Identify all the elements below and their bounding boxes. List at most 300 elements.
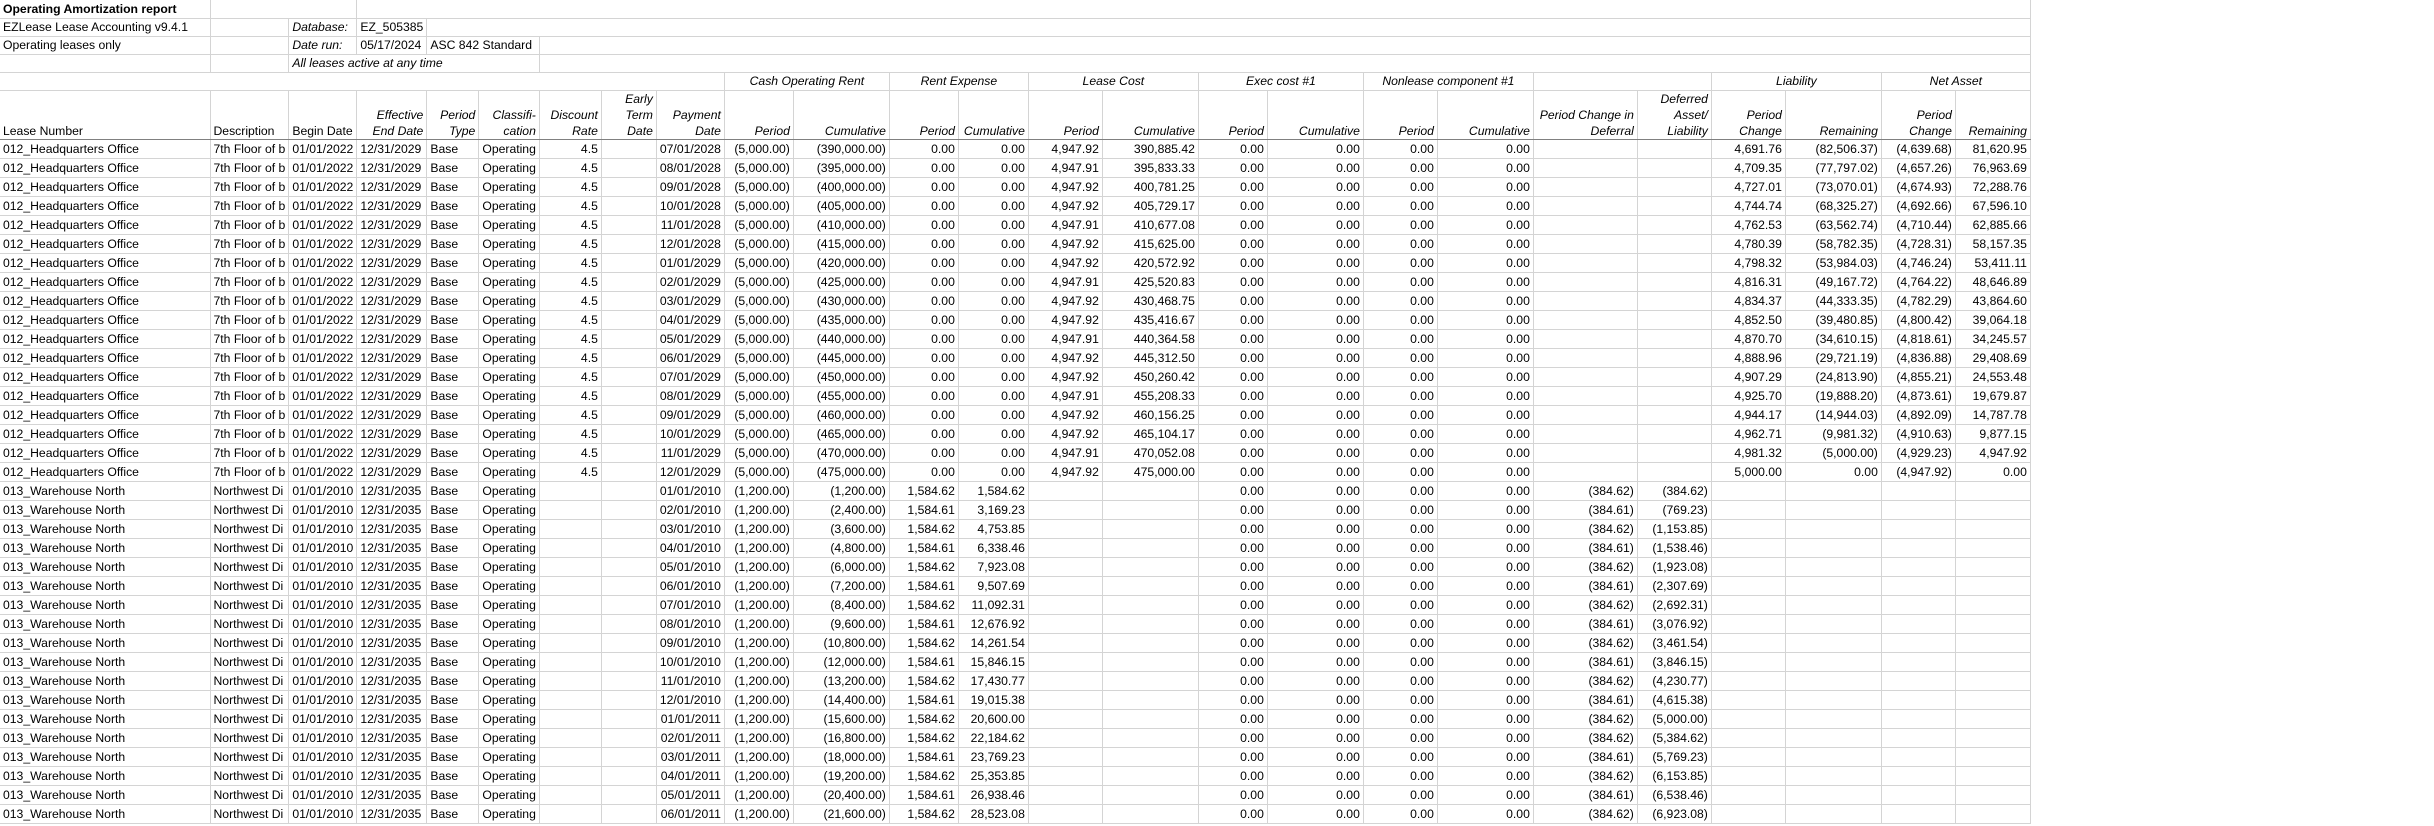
table-cell[interactable]: Base <box>427 747 479 766</box>
table-cell[interactable]: (4,818.61) <box>1881 329 1955 348</box>
table-cell[interactable] <box>1881 595 1955 614</box>
table-cell[interactable] <box>1955 785 2030 804</box>
table-cell[interactable]: (4,764.22) <box>1881 272 1955 291</box>
table-cell[interactable] <box>539 785 601 804</box>
table-cell[interactable]: (4,692.66) <box>1881 196 1955 215</box>
table-cell[interactable]: 0.00 <box>1198 139 1267 158</box>
table-cell[interactable]: 01/01/2010 <box>289 557 357 576</box>
table-cell[interactable] <box>601 766 656 785</box>
table-cell[interactable] <box>1955 519 2030 538</box>
table-cell[interactable] <box>601 804 656 823</box>
table-cell[interactable] <box>1955 481 2030 500</box>
table-cell[interactable]: 10/01/2029 <box>656 424 724 443</box>
table-cell[interactable]: 12/31/2029 <box>357 291 427 310</box>
table-cell[interactable]: 12/31/2035 <box>357 538 427 557</box>
table-cell[interactable] <box>1102 519 1198 538</box>
table-cell[interactable] <box>1102 747 1198 766</box>
table-cell[interactable]: 12,676.92 <box>958 614 1028 633</box>
table-cell[interactable]: 23,769.23 <box>958 747 1028 766</box>
table-cell[interactable]: 7th Floor of b <box>210 253 289 272</box>
table-cell[interactable]: (6,538.46) <box>1637 785 1711 804</box>
table-cell[interactable]: 4,962.71 <box>1711 424 1785 443</box>
table-cell[interactable] <box>1637 234 1711 253</box>
table-cell[interactable]: 0.00 <box>1267 557 1363 576</box>
table-cell[interactable]: 0.00 <box>958 139 1028 158</box>
table-cell[interactable]: 1,584.61 <box>889 652 958 671</box>
table-cell[interactable] <box>1881 804 1955 823</box>
table-cell[interactable]: 01/01/2022 <box>289 462 357 481</box>
table-cell[interactable] <box>1533 367 1637 386</box>
table-cell[interactable]: (384.61) <box>1533 614 1637 633</box>
table-cell[interactable] <box>601 633 656 652</box>
table-cell[interactable]: 01/01/2010 <box>289 785 357 804</box>
table-cell[interactable]: (3,600.00) <box>793 519 889 538</box>
table-cell[interactable]: 013_Warehouse North <box>0 595 210 614</box>
table-cell[interactable]: 0.00 <box>1437 424 1533 443</box>
table-cell[interactable]: 01/01/2010 <box>289 538 357 557</box>
table-cell[interactable]: 012_Headquarters Office <box>0 424 210 443</box>
table-cell[interactable]: Northwest Di <box>210 595 289 614</box>
table-cell[interactable]: (384.62) <box>1533 728 1637 747</box>
table-cell[interactable]: (9,981.32) <box>1785 424 1881 443</box>
table-cell[interactable] <box>1711 557 1785 576</box>
table-cell[interactable]: (1,538.46) <box>1637 538 1711 557</box>
table-cell[interactable] <box>1637 310 1711 329</box>
table-cell[interactable] <box>1785 538 1881 557</box>
table-cell[interactable]: 4,947.91 <box>1028 386 1102 405</box>
table-cell[interactable]: 0.00 <box>1198 253 1267 272</box>
table-cell[interactable] <box>601 272 656 291</box>
table-cell[interactable]: Base <box>427 215 479 234</box>
table-cell[interactable]: (5,000.00) <box>724 405 793 424</box>
table-cell[interactable] <box>1028 614 1102 633</box>
table-cell[interactable]: 19,679.87 <box>1955 386 2030 405</box>
table-cell[interactable]: (18,000.00) <box>793 747 889 766</box>
table-cell[interactable]: 0.00 <box>889 348 958 367</box>
table-cell[interactable]: (5,000.00) <box>724 424 793 443</box>
table-cell[interactable]: 1,584.61 <box>889 747 958 766</box>
table-cell[interactable]: (5,000.00) <box>724 329 793 348</box>
table-cell[interactable]: 4,727.01 <box>1711 177 1785 196</box>
database-label[interactable]: Database: <box>289 18 357 36</box>
table-cell[interactable]: (24,813.90) <box>1785 367 1881 386</box>
column-header[interactable]: Period Type <box>427 90 479 139</box>
table-cell[interactable]: Operating <box>479 709 540 728</box>
table-cell[interactable]: (77,797.02) <box>1785 158 1881 177</box>
table-cell[interactable] <box>601 481 656 500</box>
table-cell[interactable]: (4,639.68) <box>1881 139 1955 158</box>
table-cell[interactable]: 43,864.60 <box>1955 291 2030 310</box>
table-cell[interactable]: 25,353.85 <box>958 766 1028 785</box>
table-cell[interactable]: 4.5 <box>539 139 601 158</box>
table-cell[interactable] <box>1637 329 1711 348</box>
table-cell[interactable]: 12/31/2029 <box>357 196 427 215</box>
table-cell[interactable] <box>1028 519 1102 538</box>
table-cell[interactable]: 425,520.83 <box>1102 272 1198 291</box>
table-cell[interactable]: (4,230.77) <box>1637 671 1711 690</box>
table-cell[interactable]: Northwest Di <box>210 519 289 538</box>
table-cell[interactable]: 4,947.91 <box>1028 215 1102 234</box>
table-cell[interactable]: 04/01/2010 <box>656 538 724 557</box>
table-cell[interactable]: (475,000.00) <box>793 462 889 481</box>
table-cell[interactable]: 0.00 <box>1437 462 1533 481</box>
table-cell[interactable]: 0.00 <box>1267 804 1363 823</box>
table-cell[interactable]: (384.62) <box>1533 595 1637 614</box>
table-cell[interactable]: 01/01/2022 <box>289 405 357 424</box>
table-cell[interactable]: 4.5 <box>539 196 601 215</box>
table-cell[interactable]: 4,947.92 <box>1028 310 1102 329</box>
table-cell[interactable]: 0.00 <box>889 177 958 196</box>
table-cell[interactable]: 4.5 <box>539 234 601 253</box>
column-header[interactable]: Cumulative <box>1102 90 1198 139</box>
table-cell[interactable]: (5,000.00) <box>1785 443 1881 462</box>
table-cell[interactable] <box>1881 690 1955 709</box>
table-cell[interactable]: 01/01/2022 <box>289 196 357 215</box>
table-cell[interactable]: (384.61) <box>1533 538 1637 557</box>
table-cell[interactable]: 0.00 <box>889 196 958 215</box>
table-cell[interactable]: 12/31/2035 <box>357 557 427 576</box>
table-cell[interactable]: (39,480.85) <box>1785 310 1881 329</box>
table-cell[interactable]: 9,877.15 <box>1955 424 2030 443</box>
table-cell[interactable] <box>601 462 656 481</box>
table-cell[interactable] <box>1102 652 1198 671</box>
table-cell[interactable] <box>1711 804 1785 823</box>
table-cell[interactable] <box>601 538 656 557</box>
table-cell[interactable]: 0.00 <box>1267 253 1363 272</box>
table-cell[interactable]: 1,584.61 <box>889 690 958 709</box>
group-exec-cost[interactable]: Exec cost #1 <box>1198 72 1363 90</box>
table-cell[interactable] <box>1102 614 1198 633</box>
table-cell[interactable]: 0.00 <box>1363 766 1437 785</box>
table-cell[interactable]: 0.00 <box>1267 177 1363 196</box>
column-header[interactable]: Cumulative <box>958 90 1028 139</box>
table-cell[interactable]: 12/31/2035 <box>357 747 427 766</box>
table-cell[interactable]: (384.62) <box>1533 633 1637 652</box>
table-cell[interactable] <box>539 728 601 747</box>
table-cell[interactable]: 4,947.91 <box>1028 329 1102 348</box>
table-cell[interactable]: 0.00 <box>1437 215 1533 234</box>
table-cell[interactable]: 013_Warehouse North <box>0 614 210 633</box>
table-cell[interactable]: (440,000.00) <box>793 329 889 348</box>
table-cell[interactable] <box>1533 310 1637 329</box>
table-cell[interactable]: 4,947.92 <box>1028 234 1102 253</box>
table-cell[interactable]: 12/31/2029 <box>357 386 427 405</box>
table-cell[interactable] <box>1881 652 1955 671</box>
table-cell[interactable]: Operating <box>479 443 540 462</box>
table-cell[interactable] <box>1637 443 1711 462</box>
table-cell[interactable]: 02/01/2010 <box>656 500 724 519</box>
table-cell[interactable]: 06/01/2029 <box>656 348 724 367</box>
table-cell[interactable]: 460,156.25 <box>1102 405 1198 424</box>
table-cell[interactable]: 4.5 <box>539 291 601 310</box>
table-cell[interactable] <box>1881 709 1955 728</box>
table-cell[interactable] <box>1711 481 1785 500</box>
table-cell[interactable] <box>601 747 656 766</box>
table-cell[interactable]: Base <box>427 139 479 158</box>
table-cell[interactable] <box>1955 804 2030 823</box>
table-cell[interactable]: 435,416.67 <box>1102 310 1198 329</box>
table-cell[interactable]: 012_Headquarters Office <box>0 291 210 310</box>
table-cell[interactable]: 11,092.31 <box>958 595 1028 614</box>
table-cell[interactable]: 4,780.39 <box>1711 234 1785 253</box>
table-cell[interactable] <box>1637 386 1711 405</box>
column-header[interactable]: Effective End Date <box>357 90 427 139</box>
table-cell[interactable]: 01/01/2022 <box>289 177 357 196</box>
table-cell[interactable]: 12/31/2035 <box>357 804 427 823</box>
table-cell[interactable]: 0.00 <box>889 443 958 462</box>
table-cell[interactable]: 0.00 <box>1198 234 1267 253</box>
table-cell[interactable]: 7th Floor of b <box>210 291 289 310</box>
table-cell[interactable]: (4,800.42) <box>1881 310 1955 329</box>
table-cell[interactable]: Operating <box>479 386 540 405</box>
table-cell[interactable]: Base <box>427 386 479 405</box>
table-cell[interactable]: Northwest Di <box>210 671 289 690</box>
table-cell[interactable]: 05/01/2010 <box>656 557 724 576</box>
table-cell[interactable]: 4,947.91 <box>1028 158 1102 177</box>
table-cell[interactable] <box>1028 652 1102 671</box>
table-cell[interactable]: 455,208.33 <box>1102 386 1198 405</box>
active-note[interactable]: All leases active at any time <box>289 54 540 72</box>
table-cell[interactable]: 012_Headquarters Office <box>0 462 210 481</box>
table-cell[interactable]: 0.00 <box>1198 367 1267 386</box>
table-cell[interactable] <box>1955 652 2030 671</box>
table-cell[interactable]: Operating <box>479 557 540 576</box>
table-cell[interactable] <box>601 785 656 804</box>
table-cell[interactable] <box>1881 633 1955 652</box>
table-cell[interactable]: 0.00 <box>958 462 1028 481</box>
table-cell[interactable]: 465,104.17 <box>1102 424 1198 443</box>
table-cell[interactable]: Base <box>427 481 479 500</box>
table-cell[interactable]: 7th Floor of b <box>210 424 289 443</box>
table-cell[interactable] <box>1028 785 1102 804</box>
table-cell[interactable]: 1,584.62 <box>958 481 1028 500</box>
table-cell[interactable]: 07/01/2010 <box>656 595 724 614</box>
table-cell[interactable]: Northwest Di <box>210 633 289 652</box>
table-cell[interactable]: 0.00 <box>889 253 958 272</box>
table-cell[interactable]: 0.00 <box>1198 177 1267 196</box>
table-cell[interactable]: 3,169.23 <box>958 500 1028 519</box>
table-cell[interactable] <box>1881 481 1955 500</box>
column-header[interactable]: Classifi- cation <box>479 90 540 139</box>
table-cell[interactable]: 0.00 <box>1363 481 1437 500</box>
table-cell[interactable]: (53,984.03) <box>1785 253 1881 272</box>
table-cell[interactable]: 4,852.50 <box>1711 310 1785 329</box>
table-cell[interactable]: 013_Warehouse North <box>0 671 210 690</box>
table-cell[interactable]: 07/01/2028 <box>656 139 724 158</box>
table-cell[interactable]: 0.00 <box>1267 367 1363 386</box>
table-cell[interactable]: 0.00 <box>1198 481 1267 500</box>
table-cell[interactable]: 03/01/2011 <box>656 747 724 766</box>
table-cell[interactable]: 39,064.18 <box>1955 310 2030 329</box>
table-cell[interactable]: 0.00 <box>1267 443 1363 462</box>
table-cell[interactable]: Operating <box>479 215 540 234</box>
table-cell[interactable]: Base <box>427 196 479 215</box>
table-cell[interactable]: (410,000.00) <box>793 215 889 234</box>
table-cell[interactable] <box>1102 766 1198 785</box>
table-cell[interactable] <box>601 329 656 348</box>
table-cell[interactable]: Base <box>427 253 479 272</box>
table-cell[interactable] <box>1533 424 1637 443</box>
table-cell[interactable]: 445,312.50 <box>1102 348 1198 367</box>
table-cell[interactable] <box>601 614 656 633</box>
table-cell[interactable]: 12/31/2029 <box>357 462 427 481</box>
table-cell[interactable]: (4,746.24) <box>1881 253 1955 272</box>
table-cell[interactable]: (1,923.08) <box>1637 557 1711 576</box>
table-cell[interactable]: 0.00 <box>1363 386 1437 405</box>
table-cell[interactable]: Base <box>427 671 479 690</box>
table-cell[interactable]: 0.00 <box>1198 462 1267 481</box>
table-cell[interactable]: 01/01/2022 <box>289 139 357 158</box>
table-cell[interactable]: 12/31/2035 <box>357 481 427 500</box>
column-header[interactable]: Period <box>1198 90 1267 139</box>
table-cell[interactable]: 0.00 <box>1198 519 1267 538</box>
table-cell[interactable]: Operating <box>479 595 540 614</box>
table-cell[interactable]: 0.00 <box>1363 595 1437 614</box>
table-cell[interactable]: 05/01/2011 <box>656 785 724 804</box>
table-cell[interactable] <box>1102 595 1198 614</box>
table-cell[interactable]: (29,721.19) <box>1785 348 1881 367</box>
table-cell[interactable]: 0.00 <box>1267 139 1363 158</box>
table-cell[interactable]: 0.00 <box>1363 576 1437 595</box>
table-cell[interactable]: 0.00 <box>1437 481 1533 500</box>
table-cell[interactable] <box>601 671 656 690</box>
table-cell[interactable]: 0.00 <box>1267 519 1363 538</box>
table-cell[interactable] <box>1533 291 1637 310</box>
table-cell[interactable]: 0.00 <box>958 405 1028 424</box>
table-cell[interactable]: (15,600.00) <box>793 709 889 728</box>
table-cell[interactable] <box>1785 557 1881 576</box>
table-cell[interactable]: 0.00 <box>1198 633 1267 652</box>
table-cell[interactable] <box>539 766 601 785</box>
table-cell[interactable] <box>1637 405 1711 424</box>
table-cell[interactable]: 0.00 <box>1437 386 1533 405</box>
table-cell[interactable]: 20,600.00 <box>958 709 1028 728</box>
table-cell[interactable]: 7th Floor of b <box>210 234 289 253</box>
table-cell[interactable] <box>1533 215 1637 234</box>
table-cell[interactable] <box>1028 709 1102 728</box>
table-cell[interactable] <box>1637 215 1711 234</box>
table-cell[interactable]: 04/01/2011 <box>656 766 724 785</box>
table-cell[interactable]: 1,584.62 <box>889 633 958 652</box>
table-cell[interactable]: 4,709.35 <box>1711 158 1785 177</box>
table-cell[interactable]: 0.00 <box>1198 804 1267 823</box>
table-cell[interactable] <box>539 595 601 614</box>
table-cell[interactable] <box>1785 747 1881 766</box>
table-cell[interactable]: 12/31/2035 <box>357 614 427 633</box>
table-cell[interactable] <box>1102 728 1198 747</box>
table-cell[interactable]: 4,947.92 <box>1028 424 1102 443</box>
table-cell[interactable]: (4,782.29) <box>1881 291 1955 310</box>
table-cell[interactable]: 62,885.66 <box>1955 215 2030 234</box>
table-cell[interactable] <box>539 481 601 500</box>
table-cell[interactable] <box>1955 557 2030 576</box>
table-cell[interactable]: 01/01/2022 <box>289 234 357 253</box>
table-cell[interactable]: 06/01/2010 <box>656 576 724 595</box>
table-cell[interactable] <box>1785 690 1881 709</box>
table-cell[interactable]: 01/01/2022 <box>289 329 357 348</box>
table-cell[interactable] <box>1028 500 1102 519</box>
report-scope[interactable]: Operating leases only <box>0 36 210 54</box>
table-cell[interactable]: 0.00 <box>1363 462 1437 481</box>
table-cell[interactable]: 0.00 <box>1437 519 1533 538</box>
table-cell[interactable]: 01/01/2010 <box>289 804 357 823</box>
table-cell[interactable]: 7th Floor of b <box>210 329 289 348</box>
table-cell[interactable]: 0.00 <box>1363 253 1437 272</box>
table-cell[interactable] <box>601 367 656 386</box>
table-cell[interactable]: 0.00 <box>1363 690 1437 709</box>
table-cell[interactable]: 12/31/2029 <box>357 139 427 158</box>
table-cell[interactable]: 7th Floor of b <box>210 196 289 215</box>
table-cell[interactable] <box>601 500 656 519</box>
table-cell[interactable]: 0.00 <box>1437 785 1533 804</box>
table-cell[interactable]: 0.00 <box>1267 386 1363 405</box>
table-cell[interactable]: (19,888.20) <box>1785 386 1881 405</box>
table-cell[interactable]: (5,000.00) <box>724 253 793 272</box>
table-cell[interactable]: (460,000.00) <box>793 405 889 424</box>
table-cell[interactable]: 72,288.76 <box>1955 177 2030 196</box>
table-cell[interactable]: Base <box>427 177 479 196</box>
table-cell[interactable]: 0.00 <box>1198 386 1267 405</box>
table-cell[interactable]: 4,870.70 <box>1711 329 1785 348</box>
table-cell[interactable]: 12/31/2035 <box>357 519 427 538</box>
table-cell[interactable]: 81,620.95 <box>1955 139 2030 158</box>
column-header[interactable]: Cumulative <box>1267 90 1363 139</box>
table-cell[interactable]: 08/01/2029 <box>656 386 724 405</box>
table-cell[interactable]: 0.00 <box>1437 272 1533 291</box>
table-cell[interactable]: 013_Warehouse North <box>0 728 210 747</box>
table-cell[interactable]: 0.00 <box>1437 690 1533 709</box>
column-header[interactable]: Cumulative <box>793 90 889 139</box>
table-cell[interactable]: (1,200.00) <box>724 576 793 595</box>
table-cell[interactable] <box>1881 747 1955 766</box>
table-cell[interactable]: 0.00 <box>1437 443 1533 462</box>
table-cell[interactable]: 475,000.00 <box>1102 462 1198 481</box>
table-cell[interactable] <box>1711 671 1785 690</box>
column-header[interactable]: Period <box>889 90 958 139</box>
table-cell[interactable]: 12/31/2035 <box>357 690 427 709</box>
table-cell[interactable]: 4.5 <box>539 177 601 196</box>
table-cell[interactable] <box>1711 500 1785 519</box>
table-cell[interactable] <box>601 177 656 196</box>
column-header[interactable]: Period Change <box>1711 90 1785 139</box>
table-cell[interactable] <box>1028 671 1102 690</box>
group-net-asset[interactable]: Net Asset <box>1881 72 2030 90</box>
table-cell[interactable]: 12/31/2035 <box>357 709 427 728</box>
table-cell[interactable]: (4,892.09) <box>1881 405 1955 424</box>
table-cell[interactable]: (3,076.92) <box>1637 614 1711 633</box>
table-cell[interactable]: 4,834.37 <box>1711 291 1785 310</box>
table-cell[interactable]: 4.5 <box>539 215 601 234</box>
table-cell[interactable]: (2,400.00) <box>793 500 889 519</box>
table-cell[interactable]: 01/01/2022 <box>289 348 357 367</box>
table-cell[interactable]: Operating <box>479 633 540 652</box>
table-cell[interactable]: 09/01/2010 <box>656 633 724 652</box>
table-cell[interactable]: 0.00 <box>889 462 958 481</box>
table-cell[interactable]: 1,584.61 <box>889 500 958 519</box>
table-cell[interactable] <box>1955 576 2030 595</box>
table-cell[interactable]: 0.00 <box>1437 348 1533 367</box>
table-cell[interactable]: 0.00 <box>1198 443 1267 462</box>
table-cell[interactable]: 12/31/2029 <box>357 177 427 196</box>
table-cell[interactable]: 4,981.32 <box>1711 443 1785 462</box>
table-cell[interactable]: 7th Floor of b <box>210 177 289 196</box>
table-cell[interactable]: (5,000.00) <box>724 234 793 253</box>
table-cell[interactable]: (384.62) <box>1637 481 1711 500</box>
table-cell[interactable]: 0.00 <box>1437 291 1533 310</box>
table-cell[interactable]: (6,000.00) <box>793 557 889 576</box>
table-cell[interactable]: 12/31/2029 <box>357 405 427 424</box>
table-cell[interactable]: Operating <box>479 519 540 538</box>
